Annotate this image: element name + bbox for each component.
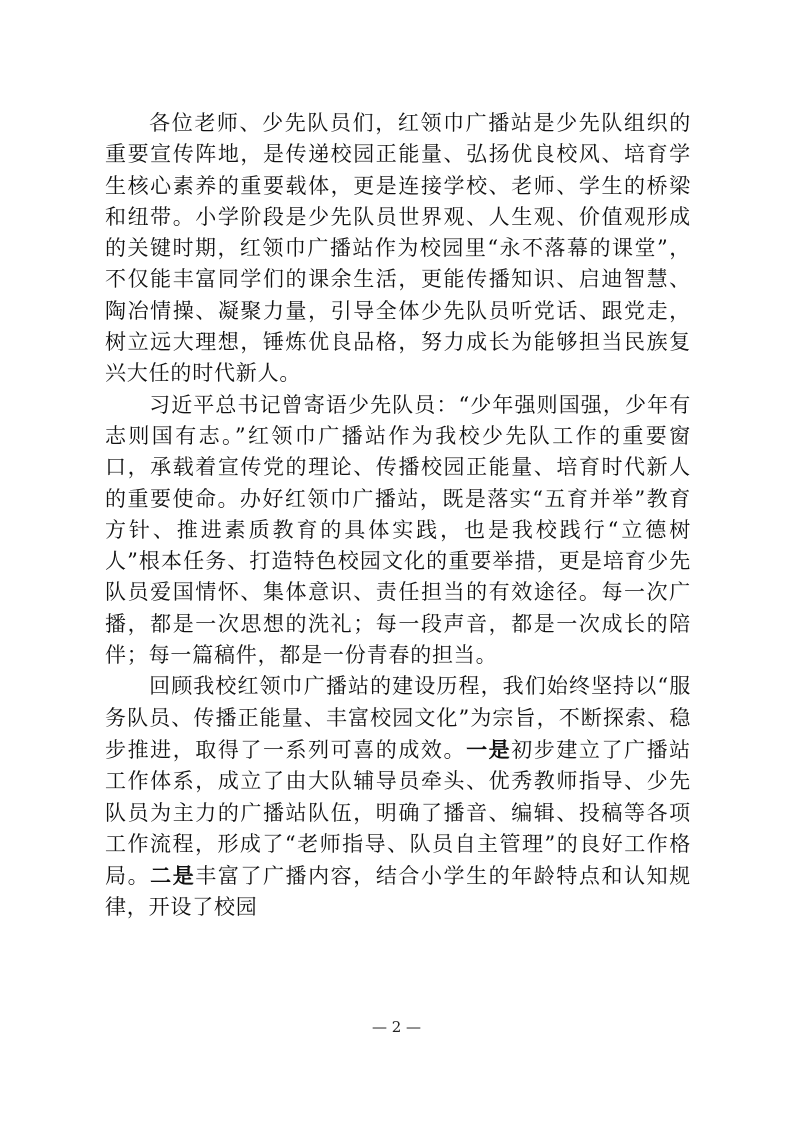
paragraph-1: 各位老师、少先队员们，红领巾广播站是少先队组织的重要宣传阵地，是传递校园正能量、弘扬优良校风、培育学生核心素养的重要载体，更是连接学校、老师、学生的桥梁和纽带。小学阶段是少先队员世界观、人生观、价值观形成的关键时期，红领巾广播站作为校园里“永不落幕的课堂”，不仅能丰富同学们的课余生活，更能传播知识、启迪智慧、陶冶情操、凝聚力量，引导全体少先队员听党话、跟党走，树立远大理想，锤炼优良品格，努力成长为能够担当民族复兴大任的时代新人。 <box>105 111 691 386</box>
paragraph-3-text-b: 初步建立了广播站工作体系，成立了由大队辅导员牵头、优秀教师指导、少先队员为主力的广播站队伍，明确了播音、编辑、投稿等各项工作流程，形成了“老师指导、队员自主管理”的良好工作格局。 <box>105 737 691 889</box>
paragraph-3-bold-first: 一是 <box>466 736 512 762</box>
paragraph-3-text-a: 回顾我校红领巾广播站的建设历程，我们始终坚持以“服务队员、传播正能量、丰富校园文化”为宗旨，不断探索、稳步推进，取得了一系列可喜的成效。 <box>105 674 691 762</box>
paragraph-3-text-c: 丰富了广播内容，结合小学生的年龄特点和认知规律，开设了校园 <box>105 864 691 920</box>
paragraph-3 <box>105 671 691 923</box>
document-body <box>105 108 691 924</box>
paragraph-2: 习近平总书记曾寄语少先队员：“少年强则国强，少年有志则国有志。”红领巾广播站作为我校少先队工作的重要窗口，承载着宣传党的理论、传播校园正能量、培育时代新人的重要使命。办好红领巾广播站，既是落实“五育并举”教育方针、推进素质教育的具体实践，也是我校践行“立德树人”根本任务、打造特色校园文化的重要举措，更是培育少先队员爱国情怀、集体意识、责任担当的有效途径。每一次广播，都是一次思想的洗礼；每一段声音，都是一次成长的陪伴；每一篇稿件，都是一份青春的担当。 <box>105 392 691 668</box>
paragraph-3-bold-second: 二是 <box>150 863 196 889</box>
page-number: — 2 — <box>371 1018 422 1036</box>
